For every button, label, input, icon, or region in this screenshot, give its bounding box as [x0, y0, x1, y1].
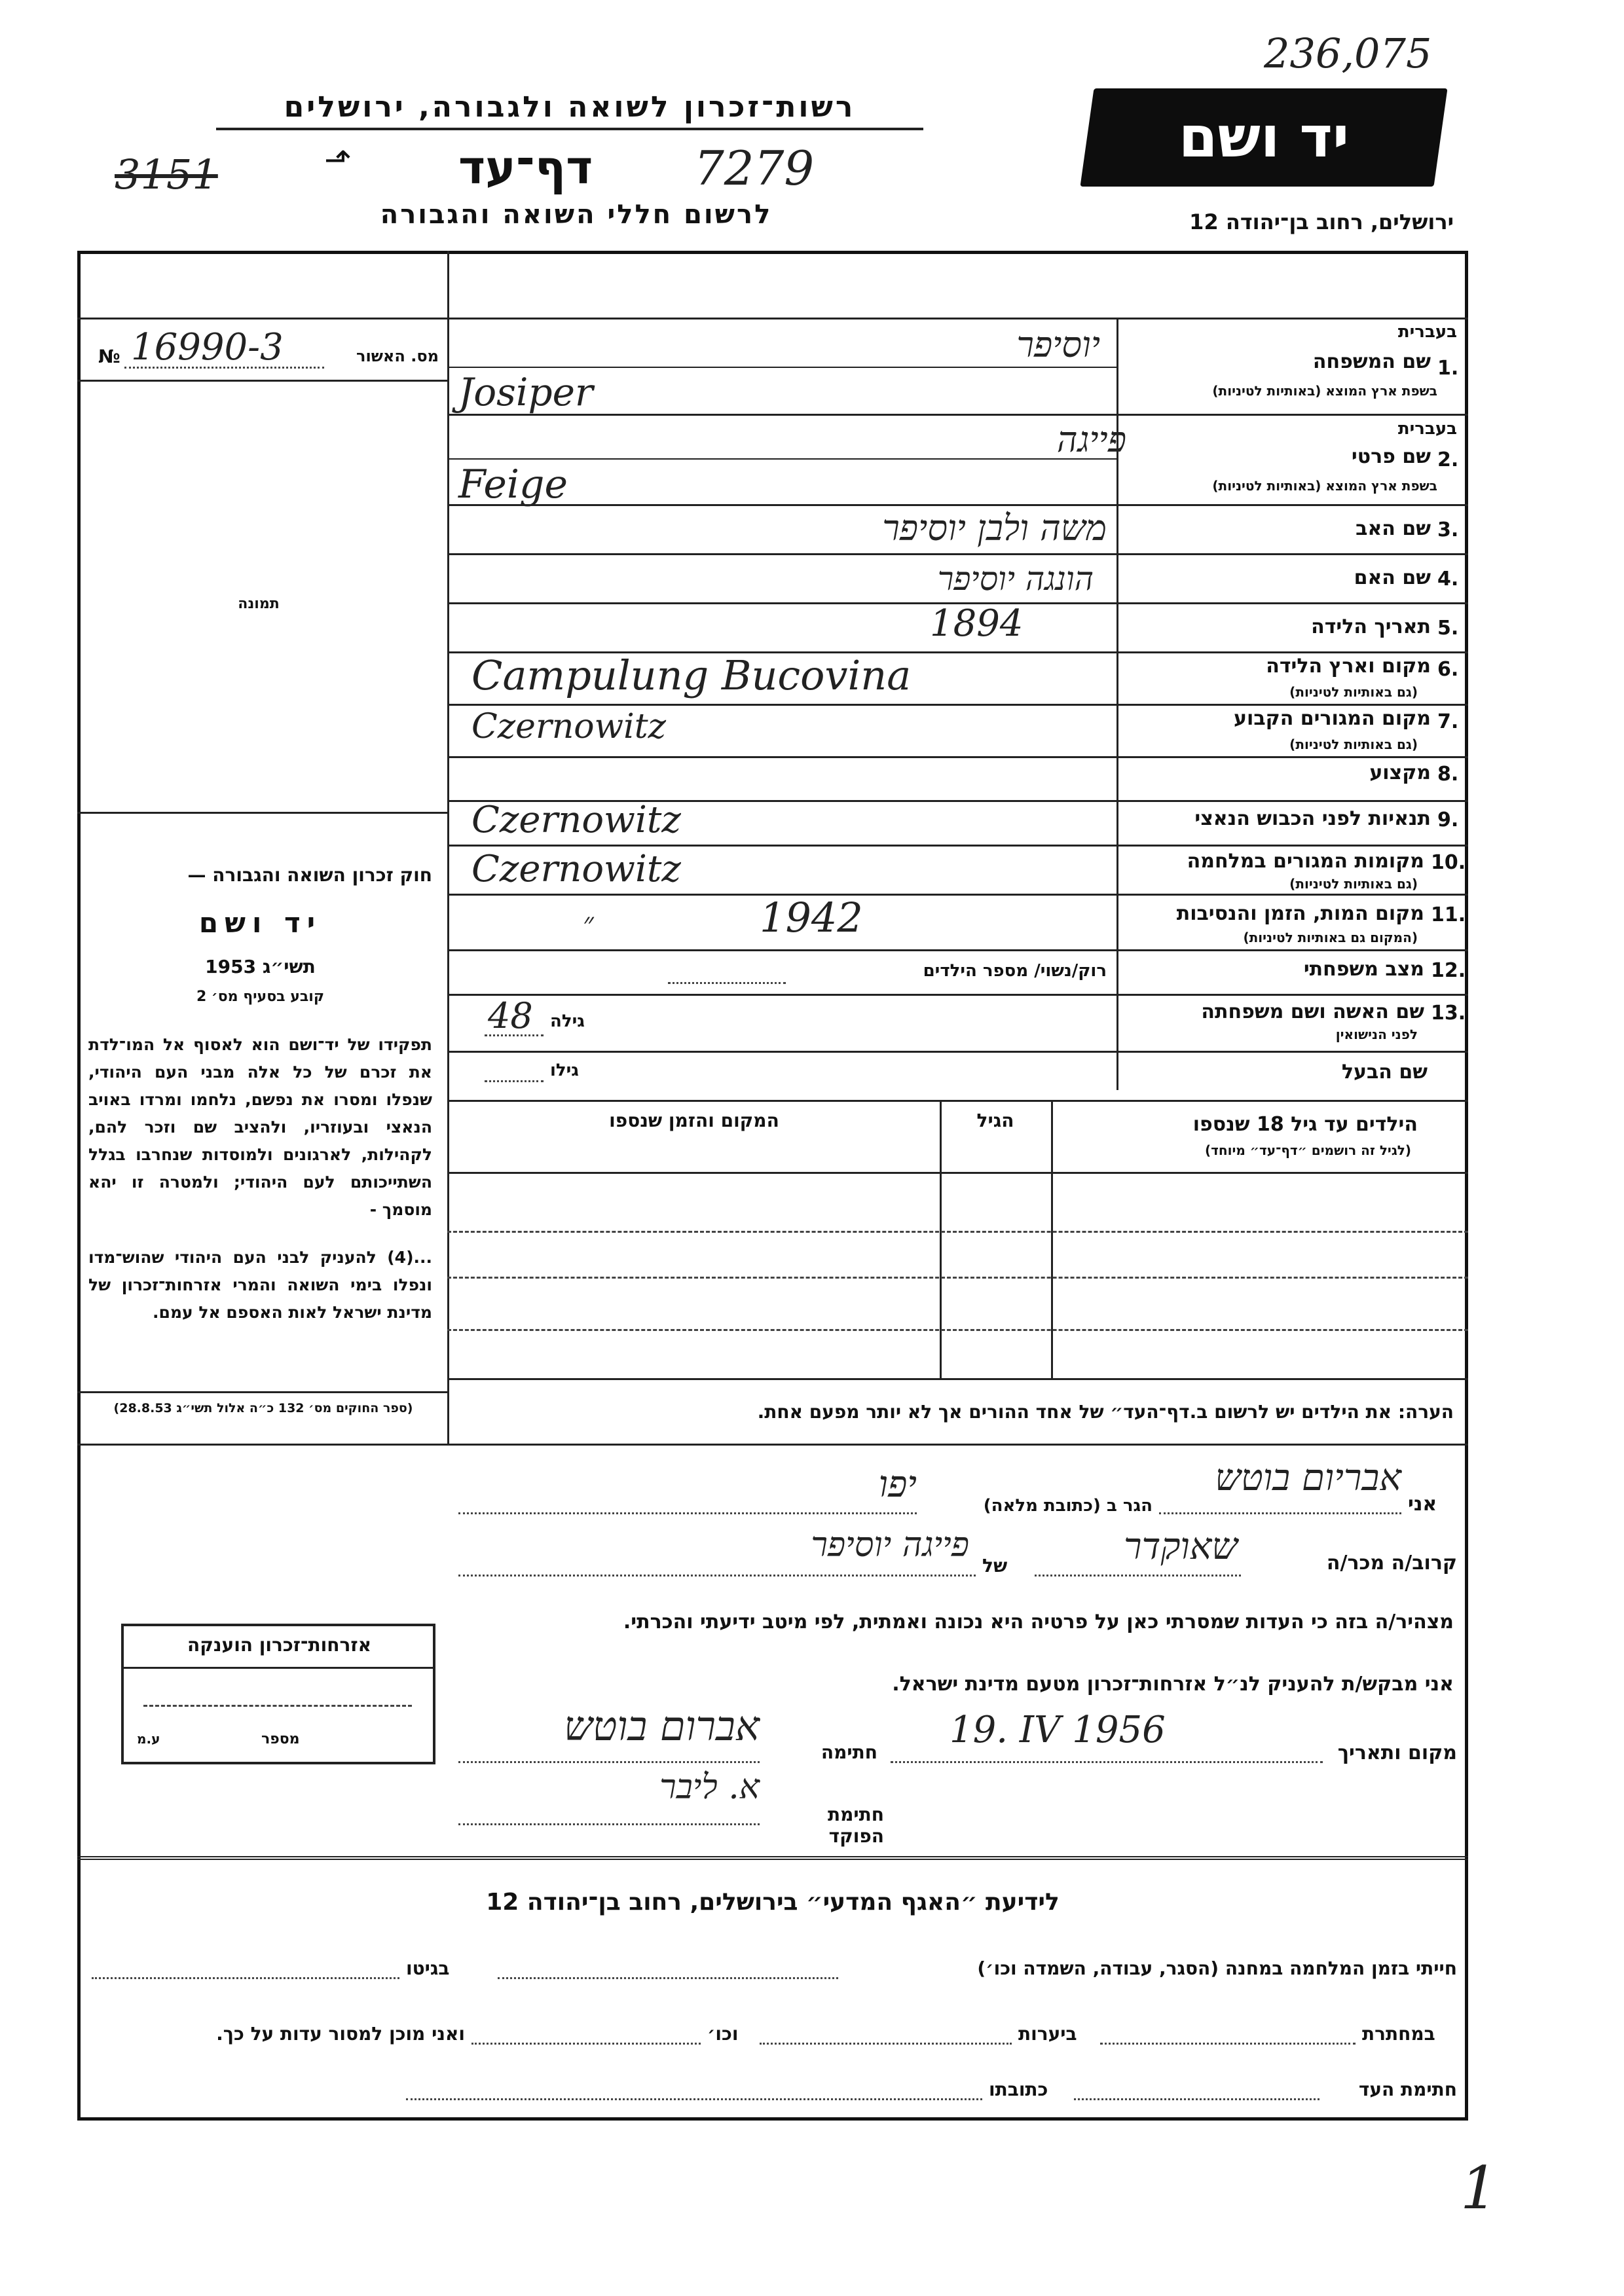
footer-line2-dots-b [760, 2043, 1012, 2045]
approval-number: 16990-3 [131, 326, 284, 369]
footer-line3-end: כתובתו [989, 2079, 1048, 2100]
field2-num: 2. [1437, 448, 1459, 471]
row-line-2 [447, 504, 1468, 506]
children-row-1 [447, 1231, 1468, 1233]
footer-line3-start: חתימת העד [1358, 2079, 1457, 2100]
field7-sub: (גם באותיות לטיניות) [1289, 737, 1418, 752]
signature-value: אברום בוטש [564, 1702, 760, 1750]
field1-sub: בשפת ארץ המוצא (באותיות לטיניות) [1212, 383, 1437, 399]
logo-text: יד ושם [1178, 105, 1350, 170]
field11-extra: ״ [583, 907, 594, 940]
approval-no-prefix: № [98, 346, 120, 367]
place-date-line [891, 1761, 1323, 1763]
field4-label: שם האם [1354, 566, 1431, 589]
field13-num: 13. [1431, 1002, 1466, 1025]
children-col-1 [940, 1100, 942, 1378]
law-year: תשי״ג 1953 [205, 956, 316, 977]
row-line-9 [447, 845, 1468, 847]
field9-num: 9. [1437, 809, 1459, 831]
field8-label: מקצוע [1369, 761, 1431, 784]
address-label: הגר ב (כתובת מלאה) [983, 1496, 1153, 1516]
old-number: 3151 [115, 151, 218, 198]
field10-sub: (גם באותיות לטיניות) [1289, 876, 1418, 892]
memorial-title-line [124, 1667, 433, 1669]
field10-value: Czernowitz [471, 848, 681, 890]
declaration: מצהיר/ה בזה כי העדות שמסרתי כאן על פרטיה היא נכונה ואמתית, לפי מיטב ידיעתי והכרתי. [623, 1611, 1454, 1633]
page-number: 7279 [694, 141, 815, 196]
husband-age-line [485, 1080, 544, 1082]
field7-value: Czernowitz [471, 707, 667, 746]
officer-label: חתימת הפוקד [828, 1804, 884, 1847]
field11-sub: (המקום גם באותיות לטיניות) [1243, 930, 1418, 945]
footer-line2-dots-a [1100, 2043, 1356, 2045]
of-value: פייגה יוסיפר [811, 1525, 969, 1565]
address: ירושלים, רחוב בן־יהודה 12 [1189, 210, 1454, 234]
page-title: דף־עד [458, 141, 593, 194]
photo-bottom-line [77, 812, 447, 814]
field2-sub: בשפת ארץ המוצא (באותיות לטיניות) [1212, 478, 1437, 494]
children-age-col: הגיל [976, 1110, 1014, 1131]
row-line-13 [447, 1051, 1468, 1053]
memorial-box [121, 1624, 435, 1764]
field4-num: 4. [1437, 568, 1459, 591]
field2-hebrew: פייגה [1056, 419, 1126, 460]
footer-line3-dots-b [406, 2098, 982, 2100]
memorial-title: אזרחות־זכרון הוענקה [187, 1634, 371, 1656]
law-source-line [77, 1391, 447, 1393]
margin-mark: 1 [1460, 2154, 1498, 2223]
field13-label: שם האשה ושם משפחתה [1201, 1000, 1424, 1023]
field11-num: 11. [1431, 903, 1466, 926]
arrow-mark-icon: ⬏ [324, 141, 352, 179]
field7-num: 7. [1437, 710, 1459, 733]
place-date-label: מקום ותאריך [1337, 1741, 1457, 1764]
field5-num: 5. [1437, 617, 1459, 640]
field13-value: 48 [488, 995, 533, 1036]
law-text-1: תפקידו של יד־ושם הוא לאסוף אל המו־לדת את זכרם של כל אלה מבני העם היהודי, שנפלו ומסרו את נפשם, נלחמו ומרדו באויב הנאצי ובעוזריו, ולהציב שם וזכר להם, לקהילות, לארגונים ולמוסדות שנחרבו בגלל השתייכותם לעם היהודי; ולמטרה זו יהא מוסמך - [88, 1035, 432, 1219]
ani-label: אני [1408, 1493, 1437, 1516]
footer-line1-end: בגיטו [406, 1958, 450, 1979]
of-line [458, 1575, 976, 1576]
field12-label: מצב משפחתי [1303, 958, 1424, 981]
footer-line1-label: חייתי בזמן המלחמה במחנה (הסגר, עבודה, השמדה וכו׳) [977, 1958, 1457, 1979]
law-clause: קובע בסעיף מס׳ 2 [196, 989, 325, 1005]
row-line-3 [447, 553, 1468, 555]
request: אני מבקש/ת להעניק לנ״ל אזרחות־זכרון מטעם מדינת ישראל. [892, 1673, 1454, 1696]
law-source: (ספר החוקים מס׳ 132 כ״ה אלול תשי״ג 28.8.53) [113, 1401, 413, 1415]
field13-sub: לפני הנישואין [1335, 1027, 1418, 1042]
law-text-2: ...(4) להעניק לבני העם היהודי שהוש־מדו ונפלו בימי השואה והמרי אזרחות־זכרון של מדינת ישראל לאות האספם אל עמם. [88, 1248, 432, 1322]
age-label: גילה [550, 1011, 585, 1031]
approval-label: מס. האשור [356, 347, 439, 365]
date-value: 19. IV 1956 [950, 1709, 1166, 1751]
note-bottom-line [77, 1444, 1468, 1446]
row12-inline: רוק/נשוי/ מספר הילדים [923, 961, 1107, 981]
row-line-12 [447, 994, 1468, 996]
row-line-6 [447, 704, 1468, 706]
officer-line [458, 1823, 760, 1825]
field6-value: Campulung Bucovina [471, 651, 912, 699]
children-place-col: המקום והזמן שנספו [609, 1110, 779, 1131]
address-line [458, 1512, 917, 1514]
subtitle: לרשום חללי השואה והגבורה [380, 200, 773, 230]
address-value: יפו [878, 1463, 917, 1506]
relation-line [1035, 1575, 1241, 1576]
org-line: רשות־זכרון לשואה ולגבורה, ירושלים [284, 90, 856, 124]
law-name: יד ושם [198, 907, 322, 939]
field4-value: הונגה יוסיפר [937, 560, 1094, 598]
field3-label: שם האב [1356, 517, 1431, 540]
footer-line2-dots-c [471, 2043, 701, 2045]
row-line-1 [447, 414, 1468, 416]
approval-line [124, 367, 324, 369]
photo-label: תמונה [238, 596, 280, 612]
field3-num: 3. [1437, 519, 1459, 541]
field5-value: 1894 [930, 602, 1024, 645]
field2-value: Feige [458, 462, 568, 507]
org-underline [216, 128, 923, 130]
footer-line2-end: ואני מוכן למסור עדות על כך. [216, 2023, 465, 2045]
field2-label: שם פרטי [1351, 445, 1431, 468]
field6-num: 6. [1437, 658, 1459, 681]
husband-label: שם הבעל [1341, 1061, 1428, 1084]
field10-num: 10. [1431, 851, 1466, 874]
declarant-name: אבריום בוטש [1215, 1457, 1401, 1499]
field7-label: מקום המגורים הקבוע [1234, 707, 1431, 730]
officer-value: א. ליבר [659, 1768, 760, 1807]
field9-label: תנאיות לפני הכבוש הנאצי [1194, 807, 1431, 830]
law-title: חוק זכרון השואה והגבורה — [187, 864, 432, 886]
field9-value: Czernowitz [471, 799, 681, 841]
husband-age-label: גילו [550, 1061, 579, 1080]
note: הערה: את הילדים יש לרשום ב.דף־העד״ של אחד ההורים אך לא יותר מפעם אחת. [757, 1401, 1454, 1423]
children-header-line [447, 1172, 1468, 1174]
row-line-husband [447, 1100, 1468, 1102]
field1-label: שם המשפחה [1312, 350, 1431, 373]
field1-lang: בעברית [1397, 322, 1457, 342]
field1-num: 1. [1437, 357, 1459, 380]
photo-top-line [77, 380, 447, 382]
field12-num: 12. [1431, 959, 1466, 982]
top-strip-divider [447, 251, 449, 318]
footer-line1-dots [498, 1977, 838, 1979]
children-count-line [668, 982, 786, 984]
footer-line2-mid: ביערות [1018, 2023, 1077, 2045]
field1-hebrew: יוסיפר [1016, 324, 1100, 365]
field2-lang: בעברית [1397, 419, 1457, 439]
footer-line2-start: במחתרת [1362, 2023, 1435, 2045]
footer-divider [77, 1856, 1468, 1860]
relation-label: קרוב/ה מכר/ה [1326, 1552, 1457, 1575]
age-line [485, 1034, 544, 1036]
field11-value: 1942 [760, 894, 863, 941]
of-label: של [982, 1555, 1008, 1576]
left-panel-divider [447, 318, 449, 1444]
file-number: 236,075 [1264, 29, 1432, 77]
field11-label: מקום המות, הזמן והנסיבות [1176, 902, 1424, 925]
signature-line [458, 1761, 760, 1763]
field3-value: משה ולבן יוסיפר [882, 507, 1107, 549]
declarant-name-line [1159, 1512, 1401, 1514]
footer-line1-tail [92, 1977, 399, 1979]
row-line-11 [447, 949, 1468, 951]
children-title-sub: (לגיל זה רושמים ״דף־עד״ מיוחד) [1204, 1142, 1411, 1158]
field8-num: 8. [1437, 763, 1459, 786]
footer-line3-dots-a [1074, 2098, 1320, 2100]
field1-value: Josiper [458, 370, 593, 414]
memorial-number-prefix: ע.מ [137, 1731, 160, 1747]
row-line-10 [447, 894, 1468, 896]
field6-label: מקום וארץ הלידה [1266, 655, 1431, 678]
relation-value: שאוקדר [1124, 1525, 1238, 1568]
memorial-number-label: מספר [261, 1731, 300, 1747]
row1-sub-line [447, 367, 1116, 368]
children-row-2 [447, 1277, 1468, 1279]
signature-label: חתימה [821, 1741, 877, 1763]
children-bottom-line [447, 1378, 1468, 1380]
row-line-7 [447, 756, 1468, 758]
field5-label: תאריך הלידה [1311, 615, 1431, 638]
children-col-2 [1051, 1100, 1053, 1378]
logo [1080, 88, 1447, 187]
memorial-dash-line [143, 1705, 412, 1707]
children-title: הילדים עד גיל 18 שנספו [1192, 1113, 1418, 1136]
field10-label: מקומות המגורים במלחמה [1187, 850, 1424, 873]
field6-sub: (גם באותיות לטיניות) [1289, 684, 1418, 700]
footer-line2-etc: וכו׳ [707, 2023, 739, 2045]
top-strip-line [77, 318, 1468, 319]
children-row-3 [447, 1329, 1468, 1331]
footer-notice: לידיעת ״האגף המדעי״ בירושלים, רחוב בן־יהודה 12 [486, 1889, 1060, 1916]
